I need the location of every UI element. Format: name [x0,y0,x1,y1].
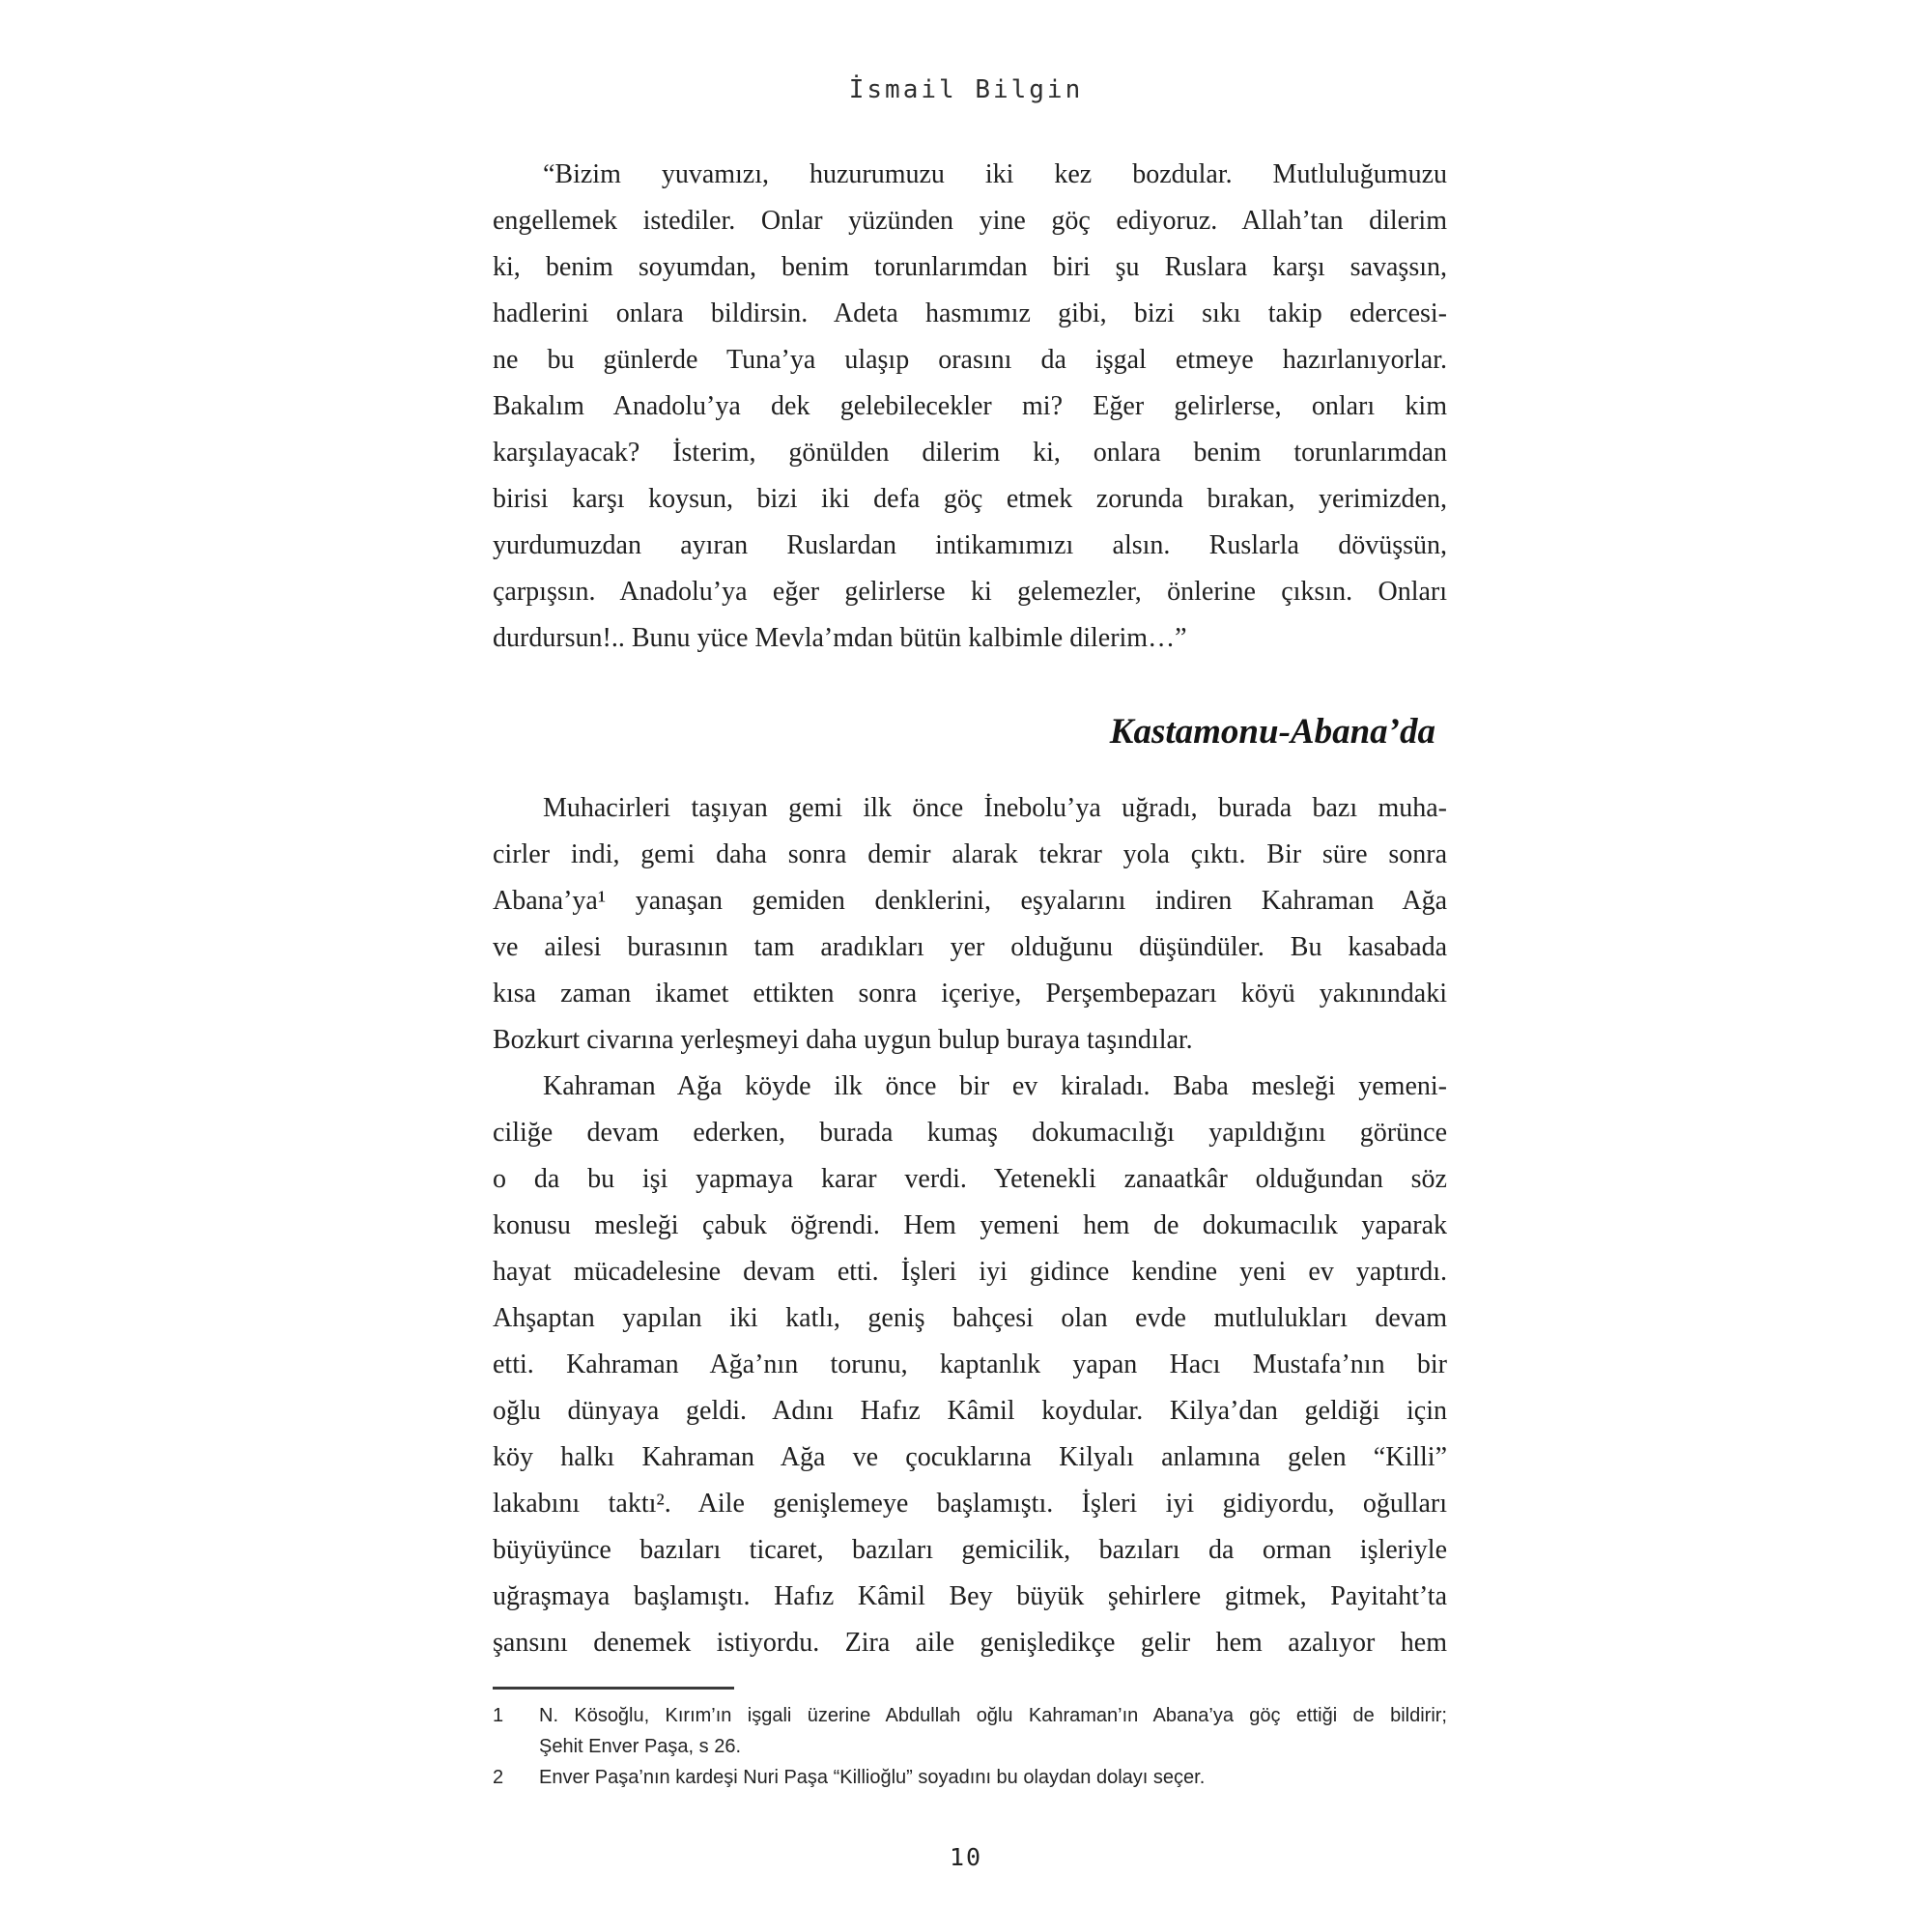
text-line: şansını denemek istiyordu. Zira aile genişledikçe gelir hem azalıyor hem [493,1628,1447,1658]
text-line: uğraşmaya başlamıştı. Hafız Kâmil Bey büyük şehirlere gitmek, Payitaht’ta [493,1581,1447,1611]
text-line: durdursun!.. Bunu yüce Mevla’mdan bütün kalbimle dilerim…” [493,623,1187,653]
text-line: köy halkı Kahraman Ağa ve çocuklarına Kilyalı anlamına gelen “Killi” [493,1442,1447,1472]
text-line: hadlerini onlara bildirsin. Adeta hasmımız gibi, bizi sıkı takip edercesi- [493,298,1447,328]
text-line: Abana’ya¹ yanaşan gemiden denklerini, eşyalarını indiren Kahraman Ağa [493,886,1447,916]
footnote-line: Şehit Enver Paşa, s 26. [539,1736,742,1757]
footnote-text [539,1700,1447,1762]
text-line: Bozkurt civarına yerleşmeyi daha uygun bulup buraya taşındılar. [493,1025,1193,1055]
text-line: ne bu günlerde Tuna’ya ulaşıp orasını da işgal etmeye hazırlanıyorlar. [493,345,1447,375]
footnote-line: N. Kösoğlu, Kırım’ın işgali üzerine Abdullah oğlu Kahraman’ın Abana’ya göç ettiği de bildirir; [539,1705,1447,1726]
text-line: etti. Kahraman Ağa’nın torunu, kaptanlık yapan Hacı Mustafa’nın bir [493,1350,1447,1379]
page-body [493,152,1447,1793]
footnote-line: Enver Paşa’nın kardeşi Nuri Paşa “Killioğlu” soyadını bu olaydan dolayı seçer. [539,1767,1206,1788]
text-line: cirler indi, gemi daha sonra demir alarak tekrar yola çıktı. Bir süre sonra [493,839,1447,869]
text-line: Bakalım Anadolu’ya dek gelebilecekler mi? Eğer gelirlerse, onları kim [493,391,1447,421]
section-heading: Kastamonu-Abana’da [1109,712,1435,752]
text-line: “Bizim yuvamızı, huzurumuzu iki kez bozdular. Mutluluğumuzu [543,159,1447,189]
text-line: kısa zaman ikamet ettikten sonra içeriye, Perşembepazarı köyü yakınındaki [493,979,1447,1009]
footnote-text [539,1762,1447,1793]
text-line: ki, benim soyumdan, benim torunlarımdan biri şu Ruslara karşı savaşsın, [493,252,1447,282]
text-line: çarpışsın. Anadolu’ya eğer gelirlerse ki gelemezler, önlerine çıksın. Onları [493,577,1447,607]
text-line: yurdumuzdan ayıran Ruslardan intikamımızı alsın. Ruslarla dövüşsün, [493,530,1447,560]
running-header: İsmail Bilgin [848,75,1084,104]
text-line: ve ailesi burasının tam aradıkları yer olduğunu düşündüler. Bu kasabada [493,932,1447,962]
paragraph [493,1064,1447,1666]
text-line: konusu mesleği çabuk öğrendi. Hem yemeni hem de dokumacılık yaparak [493,1210,1447,1240]
footnote-list [493,1700,1447,1793]
page-number: 10 [949,1843,983,1871]
text-line: oğlu dünyaya geldi. Adını Hafız Kâmil koydular. Kilya’dan geldiği için [493,1396,1447,1426]
footnote-number: 1 [493,1705,504,1726]
paragraph [493,152,1447,662]
text-line: Muhacirleri taşıyan gemi ilk önce İnebolu’ya uğradı, burada bazı muha- [543,793,1447,823]
footnote [493,1762,1447,1793]
text-line: engellemek istediler. Onlar yüzünden yine göç ediyoruz. Allah’tan dilerim [493,206,1447,236]
text-line: o da bu işi yapmaya karar verdi. Yetenekli zanaatkâr olduğundan söz [493,1164,1447,1194]
paragraph [493,785,1447,1064]
text-line: Ahşaptan yapılan iki katlı, geniş bahçesi olan evde mutlulukları devam [493,1303,1447,1333]
footnote-separator [493,1687,734,1690]
text-line: birisi karşı koysun, bizi iki defa göç etmek zorunda bırakan, yerimizden, [493,484,1447,514]
text-line: karşılayacak? İsterim, gönülden dilerim ki, onlara benim torunlarımdan [493,438,1447,468]
text-line: hayat mücadelesine devam etti. İşleri iyi gidince kendine yeni ev yaptırdı. [493,1257,1447,1287]
text-line: lakabını taktı². Aile genişlemeye başlamıştı. İşleri iyi gidiyordu, oğulları [493,1489,1447,1519]
text-line: Kahraman Ağa köyde ilk önce bir ev kiraladı. Baba mesleği yemeni- [543,1071,1447,1101]
footnote [493,1700,1447,1762]
text-line: büyüyünce bazıları ticaret, bazıları gemicilik, bazıları da orman işleriyle [493,1535,1447,1565]
footnote-number: 2 [493,1767,504,1788]
text-line: ciliğe devam ederken, burada kumaş dokumacılığı yapıldığını görünce [493,1118,1447,1148]
